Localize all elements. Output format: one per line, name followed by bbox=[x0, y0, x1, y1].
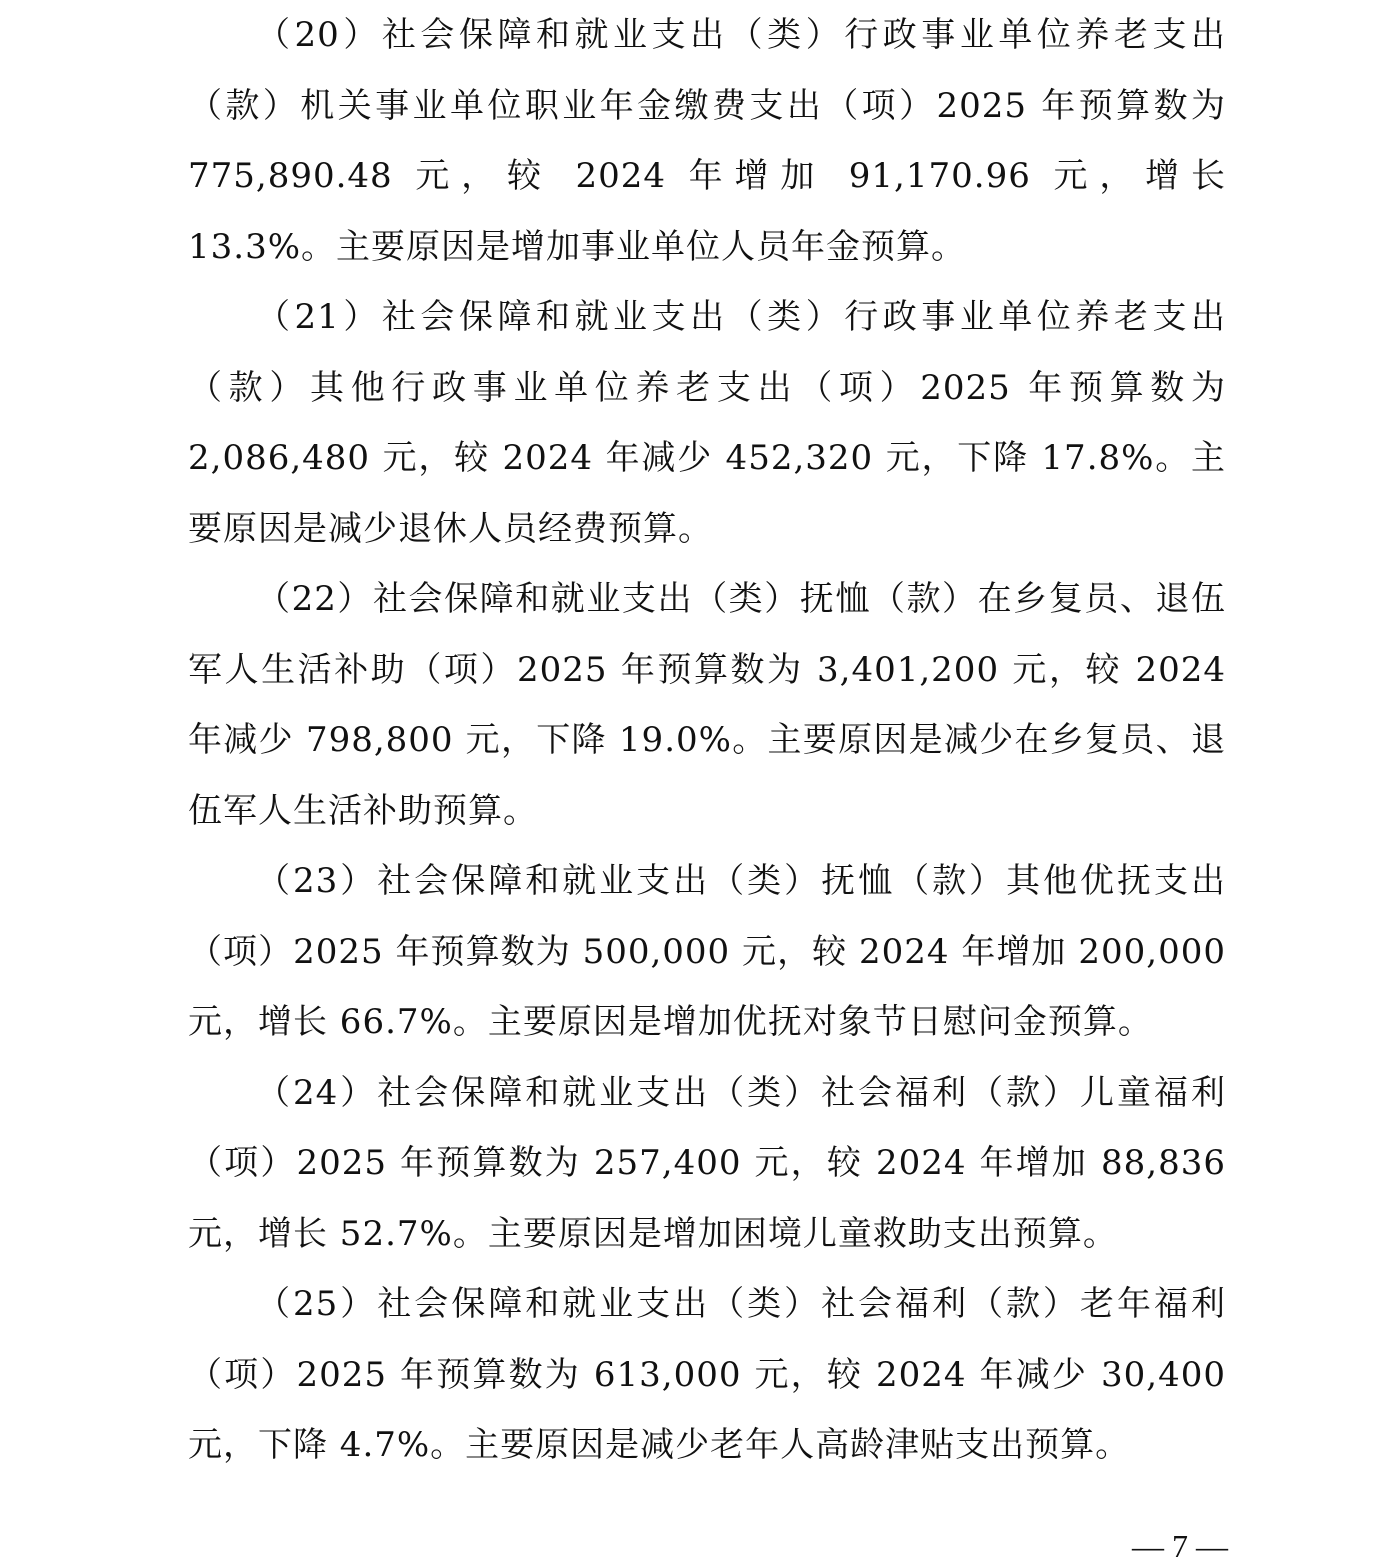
page-number: — 7 — bbox=[1132, 1528, 1228, 1564]
paragraph-item-22: （22）社会保障和就业支出（类）抚恤（款）在乡复员、退伍军人生活补助（项）2025 年预算数为 3,401,200 元，较 2024 年减少 798,800 元，下降 19.0%。主要原因是减少在乡复员、退伍军人生活补助预算。 bbox=[188, 579, 1226, 831]
document-body bbox=[188, 0, 1226, 1481]
paragraph-item-25: （25）社会保障和就业支出（类）社会福利（款）老年福利（项）2025 年预算数为 613,000 元，较 2024 年减少 30,400 元，下降 4.7%。主要原因是减少老年人高龄津贴支出预算。 bbox=[188, 1284, 1226, 1465]
paragraph-item-23: （23）社会保障和就业支出（类）抚恤（款）其他优抚支出（项）2025 年预算数为 500,000 元，较 2024 年增加 200,000 元，增长 66.7%。主要原因是增加优抚对象节日慰问金预算。 bbox=[188, 861, 1226, 1042]
paragraph-item-24: （24）社会保障和就业支出（类）社会福利（款）儿童福利（项）2025 年预算数为 257,400 元，较 2024 年增加 88,836 元，增长 52.7%。主要原因是增加困境儿童救助支出预算。 bbox=[188, 1072, 1226, 1254]
paragraph-item-20: （20）社会保障和就业支出（类）行政事业单位养老支出（款）机关事业单位职业年金缴费支出（项）2025 年预算数为 775,890.48 元，较 2024 年增加 91,170.96 元，增长 13.3%。主要原因是增加事业单位人员年金预算。 bbox=[188, 15, 1226, 267]
paragraph-item-21: （21）社会保障和就业支出（类）行政事业单位养老支出（款）其他行政事业单位养老支出（项）2025 年预算数为 2,086,480 元，较 2024 年减少 452,320 元，下降 17.8%。主要原因是减少退休人员经费预算。 bbox=[188, 297, 1226, 549]
